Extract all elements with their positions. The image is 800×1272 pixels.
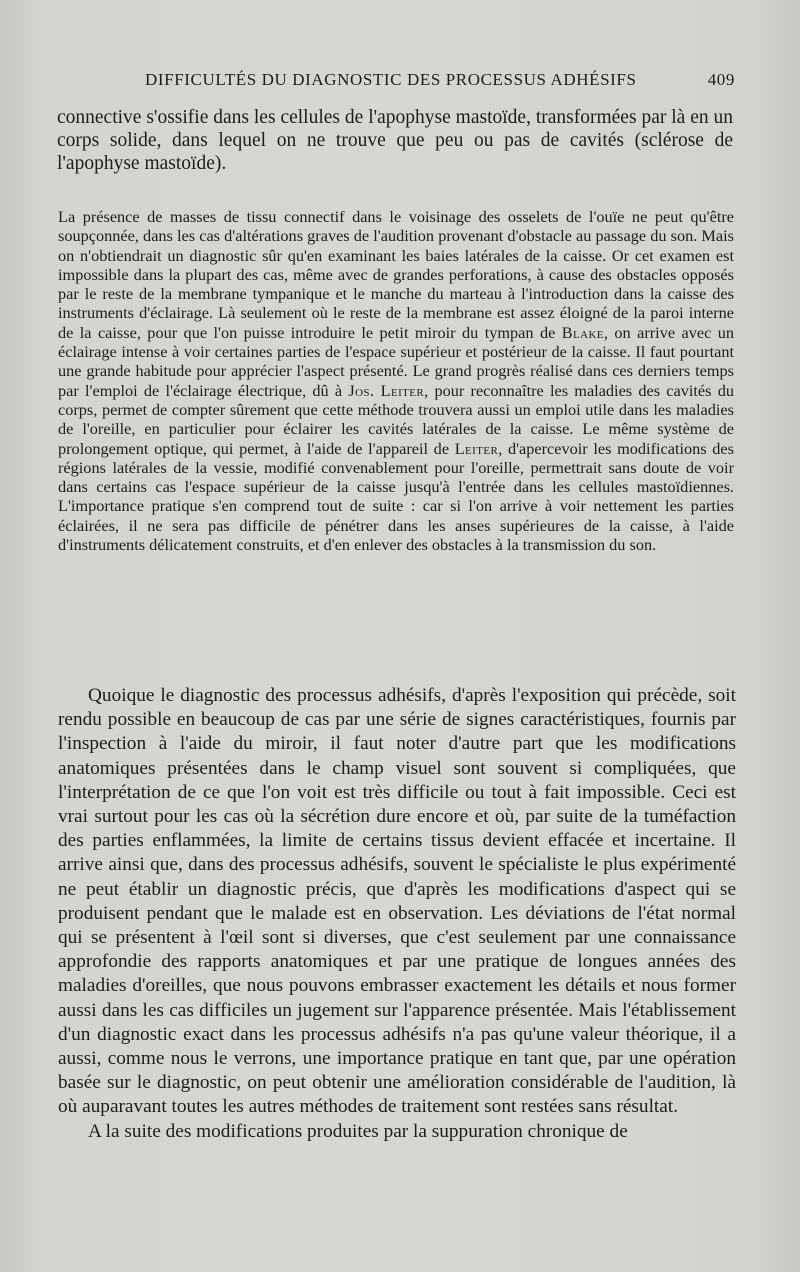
author-initial-jos: Jos.: [348, 380, 375, 400]
continued-paragraph: [57, 106, 733, 175]
lead-paragraph-text: connective s'ossifie dans les cellules de l'apophyse mastoïde, transformées par là en un corps solide, dans lequel on ne trouve que peu ou pas de cavités (sclérose de l'apophyse mastoïde).: [57, 107, 733, 174]
note-text-2: , on arrive avec un éclairage intense à voir certaines parties de l'espace supérieur et postérieur de la caisse. Il faut pourtant une grande habitude pour apprécier l'aspect présenté. Le grand progrès réalisé dans ces derniers temps par l'emploi de l'éclairage électrique, dû à: [58, 322, 734, 400]
note-text-3: , pour reconnaître les maladies des cavités du corps, permet de compter sûrement que cette méthode trouvera aussi un emploi utile dans les maladies de l'oreille, en particulier pour éclairer les cavités latérales de la caisse. Le même système de prolongement optique, qui permet, à l'aide de l'appareil de: [58, 380, 735, 458]
note-text-4: , d'apercevoir les modifications des régions latérales de la vessie, modifié convenablement pour l'oreille, permettrait sans doute de voir dans certains cas l'espace supérieur de la caisse jusqu'à l'entrée dans les cellules mastoïdiennes. L'importance pratique s'en comprend tout de suite : car si l'on arrive à voir nettement les parties éclairées, il ne sera pas difficile de pénétrer dans les anses supérieures de la caisse, à l'aide d'instruments délicatement construits, et d'en enlever des obstacles à la transmission du son.: [58, 438, 734, 555]
author-name-leiter: Leiter: [380, 380, 425, 400]
main-paragraph-2: A la suite des modifications produites par la suppuration chronique de: [88, 1120, 628, 1142]
note-text-1: La présence de masses de tissu connectif dans le voisinage des osselets de l'ouïe ne peut qu'être soupçonnée, dans les cas d'altérations graves de l'audition provenant d'obstacle au passage du son. Mais on n'obtiendrait un diagnostic sûr qu'en examinant les baies latérales de la caisse. Or cet examen est impossible dans la plupart des cas, même avec de grandes perforations, à cause des obstacles opposés par le reste de la membrane tympanique et le manche du marteau à l'introduction dans la caisse des instruments d'éclairage. Là seulement où le reste de la membrane est assez éloigné de la paroi interne de la caisse, pour que l'on puisse introduire le petit miroir du tympan de: [58, 207, 734, 342]
author-name-leiter-2: Leiter: [454, 438, 499, 458]
main-text: [58, 684, 736, 1144]
page-number: 409: [707, 70, 735, 89]
author-name-blake: Blake: [561, 322, 604, 342]
small-print-note: [58, 207, 734, 554]
main-paragraph-1: Quoique le diagnostic des processus adhésifs, d'après l'exposition qui précède, soit rendu possible en beaucoup de cas par une série de signes caractéristiques, fournis par l'inspection à l'aide du miroir, il faut noter d'autre part que les modifications anatomiques présentées dans le champ visuel sont souvent si compliquées, que l'interprétation de ce que l'on voit est très difficile ou tout à fait impossible. Ceci est vrai surtout pour les cas où la sécrétion dure encore et où, par suite de la tuméfaction des parties enflammées, la limite de certains tissus devient effacée et incertaine. Il arrive ainsi que, dans des processus adhésifs, souvent le spécialiste le plus expérimenté ne peut établir un diagnostic précis, que d'après les modifications d'aspect qui se produisent pendant que le malade est en observation. Les déviations de l'état normal qui se présentent à l'œil sont si diverses, que c'est seulement par une connaissance approfondie des rapports anatomiques et par une pratique de longues années des maladies d'oreilles, que nous pouvons embrasser exactement les détails et nous former aussi dans les cas difficiles un jugement sur l'apparence présentée. Mais l'établissement d'un diagnostic exact dans les processus adhésifs n'a pas qu'une valeur théorique, il a aussi, comme nous le verrons, une importance pratique en tant que, par une opération basée sur le diagnostic, on peut obtenir une amélioration considérable de l'audition, là où auparavant toutes les autres méthodes de traitement sont restées sans résultat.: [58, 685, 736, 1118]
running-title: DIFFICULTÉS DU DIAGNOSTIC DES PROCESSUS ADHÉSIFS: [145, 70, 637, 89]
small-print-paragraph: [58, 207, 734, 554]
